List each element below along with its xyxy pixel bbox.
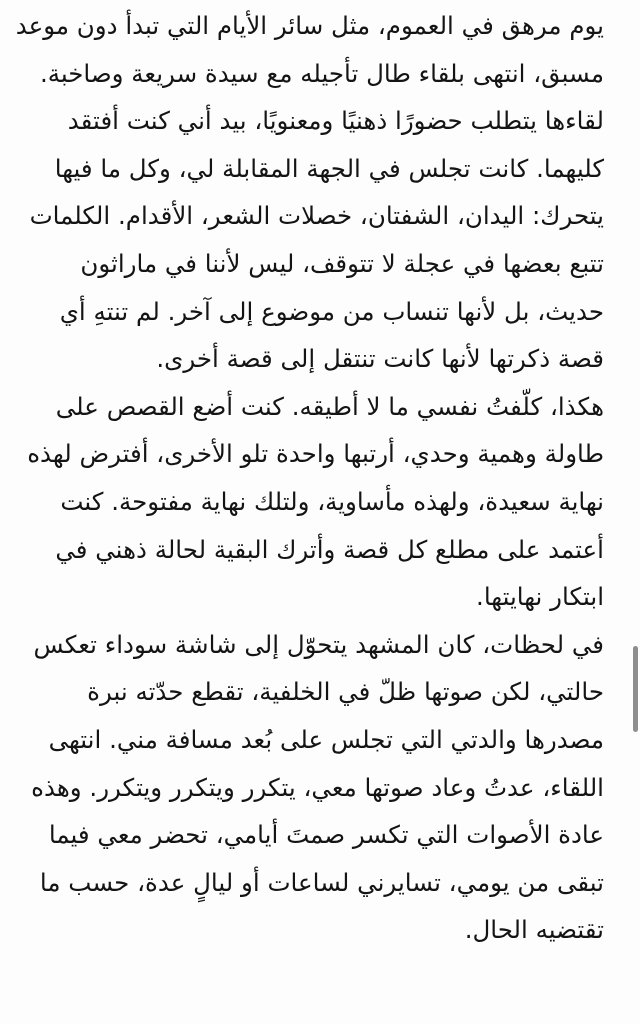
paragraph-3: في لحظات، كان المشهد يتحوّل إلى شاشة سوداء تعكس حالتي، لكن صوتها ظلّ في الخلفية، تقطع حدّته نبرة مصدرها والدتي التي تجلس على بُعد مسافة مني. انتهى اللقاء، عدتُ وعاد صوتها معي، يتكرر ويتكرر ويتكرر. وهذه عادة الأصوات التي تكسر صمتَ أيامي، تحضر معي فيما تبقى من يومي، تسايرني لساعات أو ليالٍ عدة، حسب ما تقتضيه الحال.: [31, 629, 604, 945]
paragraph-1: يوم مرهق في العموم، مثل سائر الأيام التي تبدأ دون موعد مسبق، انتهى بلقاء طال تأجيله مع سيدة سريعة وصاخبة. لقاءها يتطلب حضورًا ذهنيًا ومعنويًا، بيد أني كنت أفتقد كليهما. كانت تجلس في الجهة المقابلة لي، وكل ما فيها يتحرك: اليدان، الشفتان، خصلات الشعر، الأقدام. الكلمات تتبع بعضها في عجلة لا تتوقف، ليس لأننا في ماراثون حديث، بل لأنها تنساب من موضوع إلى آخر. لم تنتهِ أي قصة ذكرتها لأنها كانت تنتقل إلى قصة أخرى.: [15, 11, 604, 374]
scrollbar-thumb[interactable]: [633, 646, 638, 732]
article-text: [10, 2, 604, 954]
paragraph-2: هكذا، كلّفتُ نفسي ما لا أطيقه. كنت أضع القصص على طاولة وهمية وحدي، أرتبها واحدة تلو الأخرى، أفترض لهذه نهاية سعيدة، ولهذه مأساوية، ولتلك نهاية مفتوحة. كنت أعتمد على مطلع كل قصة وأترك البقية لحالة ذهني في ابتكار نهايتها.: [27, 391, 604, 612]
